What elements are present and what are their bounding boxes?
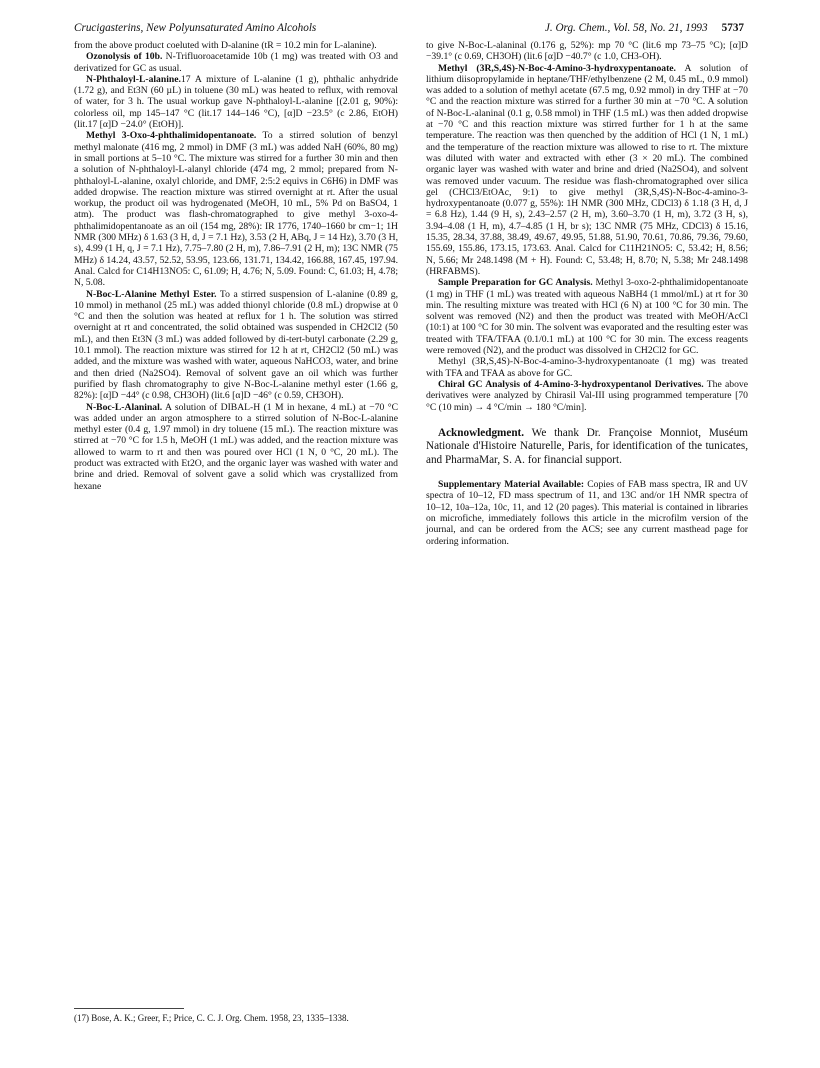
left-column (74, 40, 398, 492)
header-journal-info (545, 22, 744, 34)
supplementary-material (426, 479, 748, 547)
paragraph-text: A solution of lithium diisopropylamide in heptane/THF/ethylbenzene (2 M, 0.45 mL, 0.9 mmol) was added to a solution of methyl acetate (67.5 mg, 0.92 mmol) in dry THF at −70 °C and the reaction mixture was stirred for a further 30 min at −70 °C. A solution of N-Boc-L-alaninal (0.1 g, 0.58 mmol) in THF (1.5 mL) was then added dropwise at −70 °C and this reaction mixture was stirred further for 1 h at the same temperature. The reaction was then quenched by the addition of HCl (1 N, 1 mL) and the temperature of the reaction mixture was allowed to rise to rt. The mixture was diluted with water and extracted with ether (3 × 20 mL). The combined organic layer was washed with water and brine and dried (Na2SO4), and solvent was removed under vacuum. The residue was flash-chromatographed over silica gel (CHCl3/EtOAc, 9:1) to give methyl (3R,S,4S)-N-Boc-4-amino-3-hydroxypentanoate (0.077 g, 55%): 1H NMR (300 MHz, CDCl3) δ 1.18 (3 H, d, J = 6.8 Hz), 1.44 (9 H, s), 2.43–2.57 (2 H, m), 3.60–3.70 (1 H, m), 3.72 (3 H, s), 3.94–4.08 (1 H, m), 4.7–4.85 (1 H, br s); 13C NMR (75 MHz, CDCl3) δ 15.16, 15.35, 28.34, 37.88, 38.49, 49.67, 49.95, 51.88, 51.90, 70.61, 70.86, 79.36, 79.60, 155.69, 155.86, 173.15, 173.63. Anal. Calcd for C11H21NO5: C, 53.42; H, 8.56; N, 5.66; Mr 248.1498 (M + H). Found: C, 53.48; H, 8.70; N, 5.38; Mr 248.1498 (HRFABMS). (426, 62, 748, 277)
paragraph-text: Methyl (3R,S,4S)-N-Boc-4-amino-3-hydroxypentanoate (1 mg) was treated with TFA and TFAA as above for GC. (426, 356, 748, 379)
paragraph (426, 277, 748, 356)
supplementary-material-heading: Supplementary Material Available: (438, 479, 585, 491)
acknowledgment-text: We thank Dr. Françoise Monniot, Muséum Nationale d'Histoire Naturelle, Paris, for identification of the tunicates, and PharmaMar, S. A. for financial support. (426, 426, 748, 466)
paragraph-text: from the above product coeluted with D-alanine (tR = 10.2 min for L-alanine). (74, 40, 377, 51)
header-journal: J. Org. Chem., Vol. 58, No. 21, 1993 (544, 22, 708, 34)
header-title: Crucigasterins, New Polyunsaturated Amino Alcohols (74, 22, 317, 34)
paragraph (74, 51, 398, 74)
paragraph (74, 40, 398, 51)
paragraph-text: To a stirred suspension of L-alanine (0.89 g, 10 mmol) in methanol (25 mL) was added thionyl chloride (0.8 mL) dropwise at 0 °C and then the solution was heated at reflux for 1 h. The solution was stirred overnight at rt and concentrated, the solid obtained was suspended in CH2Cl2 (50 mL), and then Et3N (3 mL) was added followed by di-tert-butyl carbonate (2.29 g, 10.1 mmol). The reaction mixture was stirred for 12 h at rt, CH2Cl2 (50 mL) was added, and the mixture was washed with water, aqueous NaHCO3, water, and brine and then dried (Na2SO4). Removal of solvent gave an oil which was further purified by flash chromatography to give N-Boc-L-alanine methyl ester (1.66 g, 82%): [α]D −44° (c 0.98, CH3OH) (lit.6 [α]D −46° (c 0.59, CH3OH). (74, 288, 398, 402)
paragraph (74, 74, 398, 130)
paragraph-heading: Methyl (3R,S,4S)-N-Boc-4-Amino-3-hydroxypentanoate. (438, 62, 676, 74)
paragraph-text: N-Trifluoroacetamide 10b (1 mg) was treated with O3 and derivatized for GC as usual. (74, 51, 398, 74)
paragraph-text: Methyl 3-oxo-2-phthalimidopentanoate (1 mg) in THF (1 mL) was treated with aqueous NaBH4 (1 mmol/mL) at rt for 30 min. The resulting mixture was treated with HCl (6 N) at 100 °C for 30 min. The solvent was removed (N2) and then the product was treated with MeOH/AcCl (10:1) at 100 °C for 30 min. The solvent was evaporated and the resulting ester was treated with TFA/TFAA (0.1/0.1 mL) at 100 °C for 30 min. The excess reagents were removed (N2), and the product was dissolved in CH2Cl2 for GC. (426, 277, 748, 357)
paragraph (74, 130, 398, 288)
paragraph (426, 40, 748, 63)
paragraph (426, 356, 748, 379)
paragraph-text: A solution of DIBAL-H (1 M in hexane, 4 mL) at −70 °C was added under an argon atmosphere to a stirred solution of N-Boc-L-alanine methyl ester (0.4 g, 1.97 mmol) in dry toluene (15 mL). The reaction mixture was stirred at −70 °C for 1.5 h, MeOH (1 mL) was added, and the reaction mixture was allowed to warm to rt and then was poured over HCl (1 N, 0 °C, 20 mL). The product was extracted with Et2O, and the organic layer was washed with water and brine and dried. Removal of solvent gave a solid which was crystallized from hexane (74, 401, 398, 492)
paragraph (74, 402, 398, 492)
paragraph (74, 289, 398, 402)
paragraph-heading: N-Phthaloyl-L-alanine. (86, 73, 181, 85)
footnote: (17) Bose, A. K.; Greer, F.; Price, C. C. J. Org. Chem. 1958, 23, 1335–1338. (74, 1013, 349, 1023)
right-column (426, 40, 748, 547)
page-number: 5737 (721, 22, 744, 34)
paragraph-text: The above derivatives were analyzed by Chirasil Val-III using programmed temperature [70 °C (10 min) → 4 °C/min → 180 °C/min]. (426, 378, 748, 413)
paragraph-heading: Chiral GC Analysis of 4-Amino-3-hydroxypentanol Derivatives. (438, 378, 704, 390)
running-header (74, 22, 744, 38)
supplementary-material-text: Copies of FAB mass spectra, IR and UV spectra of 10–12, FD mass spectrum of 11, and 13C and/or 1H NMR spectra of 10–12, 10a–12a, 10c, 11, and 12 (20 pages). This material is contained in libraries on microfiche, immediately follows this article in the microfilm version of the journal, and can be ordered from the ACS; see any current masthead page for ordering information. (426, 479, 748, 547)
paragraph-heading: Methyl 3-Oxo-4-phthalimidopentanoate. (86, 130, 257, 142)
paragraph-text: To a stirred solution of benzyl methyl malonate (416 mg, 2 mmol) in DMF (3 mL) was added NaH (60%, 80 mg) in small portions at 5–10 °C. The mixture was stirred for a further 30 min and then a solution of N-phthaloyl-L-alanyl chloride (474 mg, 2 mmol; prepared from N-phthaloyl-L-alanine, oxalyl chloride, and DMF, 2:5:2 equivs in C6H6) in DMF was added dropwise. The reaction mixture was stirred overnight at rt. After the usual workup, the product oil was hydrogenated (MeOH, 10 mL, 5% Pd on BaSO4, 1 atm). The product was flash-chromatographed to give methyl 3-oxo-4-phthalimidopentanoate as an oil (154 mg, 28%): IR 1776, 1740–1660 br cm−1; 1H NMR (300 MHz) δ 1.63 (3 H, d, J = 7.1 Hz), 3.53 (2 H, ABq, J = 14 Hz), 3.70 (3 H, s), 4.99 (1 H, q, J = 7.1 Hz), 7.75–7.80 (2 H, m), 7.86–7.91 (2 H, m); 13C NMR (75 MHz) δ 14.24, 43.57, 52.52, 53.95, 123.66, 131.71, 134.42, 166.88, 167.45, 197.94. Anal. Calcd for C14H13NO5: C, 61.09; H, 4.76; N, 5.09. Found: C, 61.03; H, 4.78; N, 5.08. (74, 130, 398, 289)
paragraph (426, 379, 748, 413)
acknowledgment-heading: Acknowledgment. (438, 426, 525, 439)
paragraph-heading: Sample Preparation for GC Analysis. (438, 277, 593, 289)
footnote-rule (74, 1008, 184, 1009)
acknowledgment (426, 427, 748, 467)
paragraph-heading: N-Boc-L-Alanine Methyl Ester. (86, 288, 217, 300)
paragraph-heading: N-Boc-L-Alaninal. (86, 401, 163, 413)
paragraph-text: 17 A mixture of L-alanine (1 g), phthalic anhydride (1.72 g), and Et3N (60 µL) in toluene (30 mL) was heated to reflux, with removal of water, for 3 h. The usual workup gave N-phthaloyl-L-alanine [(2.01 g, 90%): colorless oil, mp 145–147 °C (lit.17 144–146 °C), [α]D −23.5° (c 2.86, EtOH) (lit.17 [α]D −24.0° (EtOH)]. (74, 73, 398, 131)
paragraph (426, 63, 748, 278)
paragraph-text: to give N-Boc-L-alaninal (0.176 g, 52%): mp 70 °C (lit.6 mp 73–75 °C); [α]D −39.1° (c 0.69, CH3OH) (lit.6 [α]D −40.7° (c 1.0, CH3-OH). (426, 40, 748, 63)
paragraph-heading: Ozonolysis of 10b. (86, 51, 163, 63)
